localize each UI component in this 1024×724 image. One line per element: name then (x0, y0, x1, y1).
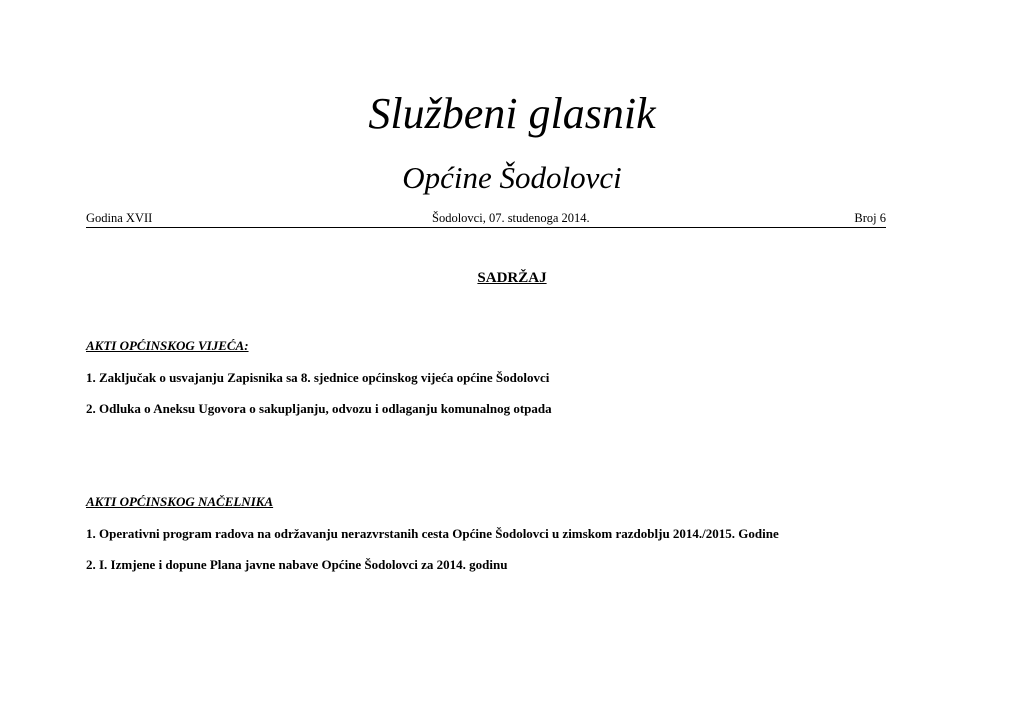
gazette-title: Službeni glasnik (368, 89, 656, 138)
section-heading-council: AKTI OPĆINSKOG VIJEĆA: (86, 338, 249, 353)
issue-info-line (86, 209, 886, 228)
toc-item: 1. Operativni program radova na održavanju nerazvrstanih cesta Općine Šodolovci u zimskom razdoblju 2014./2015. Godine (86, 526, 779, 541)
toc-heading: SADRŽAJ (477, 270, 547, 286)
issue-year: Godina XVII (86, 211, 153, 225)
toc-item: 1. Zaključak o usvajanju Zapisnika sa 8. sjednice općinskog vijeća općine Šodolovci (86, 370, 550, 385)
toc-item: 2. I. Izmjene i dopune Plana javne nabave Općine Šodolovci za 2014. godinu (86, 557, 508, 572)
issue-number: Broj 6 (854, 211, 886, 225)
section-heading-mayor: AKTI OPĆINSKOG NAČELNIKA (86, 494, 274, 509)
toc-item: 2. Odluka o Aneksu Ugovora o sakupljanju, odvozu i odlaganju komunalnog otpada (86, 401, 552, 416)
issue-place-date: Šodolovci, 07. studenoga 2014. (432, 211, 590, 225)
gazette-subtitle: Općine Šodolovci (402, 160, 622, 195)
